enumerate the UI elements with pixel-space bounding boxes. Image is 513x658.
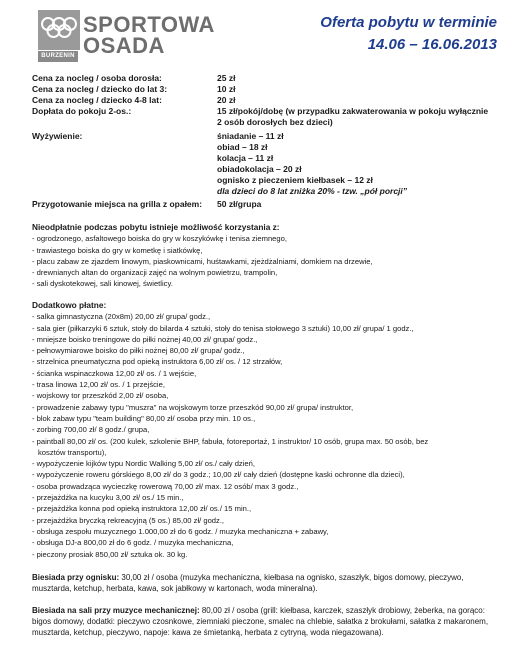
list-item: - wypożyczenie roweru górskiego 8,00 zł/ do 3 godz.; 10,00 zł/ cały dzień (dostępne kaski ochronne dla dzieci),	[32, 470, 405, 480]
offer-title-line1: Oferta pobytu w terminie	[320, 14, 497, 31]
meals-list	[217, 131, 502, 197]
grill-value: 50 zł/grupa	[217, 199, 262, 209]
price-label: Cena za nocleg / dziecko do lat 3:	[32, 84, 168, 94]
bonfire-party	[32, 572, 502, 594]
meal-item: kolacja – 11 zł	[217, 153, 274, 163]
price-label: Cena za nocleg / dziecko 4-8 lat:	[32, 95, 162, 105]
olympic-rings-icon	[38, 10, 80, 50]
bonfire-party-text: 30,00 zł / osoba (muzyka mechaniczna, kiełbasa na ognisko, szaszłyk, bigos domowy, pieczywo, musztarda, ketchup, herbata, kawa, sok jabłkowy w kartonach, woda mineralna).	[32, 573, 464, 593]
meal-item: obiadokolacja – 20 zł	[217, 164, 302, 174]
price-row	[32, 73, 502, 84]
list-item: - blok zabaw typu "team building" 80,00 zł/ osoba przy min. 10 os.,	[32, 413, 256, 423]
price-value: 10 zł	[217, 84, 236, 94]
logo-brand-line2: OSADA	[83, 33, 165, 58]
list-item: - trasa linowa 12,00 zł/ os. / 1 przejście,	[32, 380, 165, 390]
meals-label: Wyżywienie:	[32, 131, 83, 141]
list-item: - trawiastego boiska do gry w kometkę i siatkówkę,	[32, 245, 203, 255]
offer-dates: 14.06 – 16.06.2013	[367, 36, 497, 53]
offer-title	[320, 12, 497, 56]
grill-row	[32, 199, 502, 210]
hall-party-text: 80,00 zł / osoba (grill: kiełbasa, karczek, szaszłyk drobiowy, żeberka, na gorąco: bigos domowy, dodatki: pieczywo czosnkowe, ziemniaki pieczone, smalec na chlebie, sałatka z brokułami, sałatka z makaronem, musztarda, ketchup, pieczywo, napoje: kawa ze śmietanką, herbata z cytryną, woda niegazowana).	[32, 606, 489, 637]
list-item: - ścianka wspinaczkowa 12,00 zł/ os. / 1 wejście,	[32, 368, 197, 378]
meals-row	[32, 131, 502, 197]
hall-party	[32, 605, 502, 638]
bonfire-party-title: Biesiada przy ognisku:	[32, 573, 120, 582]
free-section	[32, 222, 502, 290]
list-item: - wypożyczenie kijków typu Nordic Walking 5,00 zł/ os./ cały dzień,	[32, 459, 255, 469]
meal-discount: dla dzieci do 8 lat zniżka 20% - tzw. „pół porcji”	[217, 186, 408, 196]
list-item: - drewnianych altan do organizacji zajęć na wolnym powietrzu, trampolin,	[32, 268, 278, 278]
price-row	[32, 106, 502, 128]
list-item: - mniejsze boisko treningowe do piłki nożnej 40,00 zł/ grupa/ godz.,	[32, 334, 258, 344]
list-item: - sali dyskotekowej, sali kinowej, świetlicy.	[32, 279, 173, 289]
price-value-line1: 15 zł/pokój/dobę (w przypadku zakwaterowania w pokoju wyłącznie	[217, 106, 489, 116]
hall-party-title: Biesiada na sali przy muzyce mechanicznej:	[32, 606, 200, 615]
list-item: - obsługa zespołu muzycznego 1.000,00 zł do 6 godz. / muzyka mechaniczna + zabawy,	[32, 526, 329, 536]
meal-item: obiad – 18 zł	[217, 142, 268, 152]
price-row	[32, 84, 502, 95]
list-item: - strzelnica pneumatyczna pod opieką instruktora 6,00 zł/ os. / 12 strzałów,	[32, 357, 283, 367]
free-section-heading: Nieodpłatnie podczas pobytu istnieje możliwość korzystania z:	[32, 222, 280, 232]
meal-item: ognisko z pieczeniem kiełbasek – 12 zł	[217, 175, 373, 185]
logo	[38, 10, 215, 62]
list-item: - pełnowymiarowe boisko do piłki nożnej 80,00 zł/ grupa/ godz.,	[32, 346, 245, 356]
price-value: 25 zł	[217, 73, 236, 83]
grill-label: Przygotowanie miejsca na grilla z opałem:	[32, 199, 203, 209]
list-item: - prowadzenie zabawy typu "muszra" na wojskowym torze przeszkód 90,00 zł/ grupa/ instruktor,	[32, 402, 354, 412]
price-label: Dopłata do pokoju 2-os.:	[32, 106, 132, 116]
header	[0, 0, 513, 72]
list-item: - przejażdżka konna pod opieką instruktora 12,00 zł/ os./ 15 min.,	[32, 504, 252, 514]
list-item: - paintball 80,00 zł/ os. (200 kulek, szkolenie BHP, fabuła, fotoreportaż, 1 instruktor/ 10 osób, grupa max. 50 osób, bez	[32, 436, 429, 446]
list-item: - salka gimnastyczna (20x8m) 20,00 zł/ grupa/ godz.,	[32, 312, 211, 322]
list-item: - sala gier (piłkarzyki 6 sztuk, stoły do bilarda 4 sztuki, stoły do tenisa stołowego 3 sztuki) 10,00 zł/ grupa/ 1 godz.,	[32, 323, 414, 333]
paid-section-heading: Dodatkowo płatne:	[32, 300, 107, 310]
price-value: 20 zł	[217, 95, 236, 105]
price-list	[32, 73, 502, 210]
list-item: - przejażdżka na kucyku 3,00 zł/ os./ 15 min.,	[32, 493, 184, 503]
logo-town: BURZENIN	[38, 51, 78, 62]
list-item: kosztów transportu),	[38, 447, 107, 457]
price-row	[32, 95, 502, 106]
list-item: - pieczony prosiak 850,00 zł/ sztuka ok. 30 kg.	[32, 549, 188, 559]
price-value-line2: 2 osób dorosłych bez dzieci)	[217, 117, 333, 127]
list-item: - przejażdżka bryczką rekreacyjną (5 os.) 85,00 zł/ godz.,	[32, 515, 225, 525]
list-item: - zorbing 700,00 zł/ 8 godz./ grupa,	[32, 425, 150, 435]
logo-brand-line1: SPORTOWA	[83, 12, 215, 37]
list-item: - osoba prowadząca wycieczkę rowerową 70,00 zł/ max. 12 osób/ max 3 godz.,	[32, 481, 299, 491]
list-item: - wojskowy tor przeszkód 2,00 zł/ osoba,	[32, 391, 169, 401]
price-value	[217, 106, 502, 128]
list-item: - obsługa DJ-a 800,00 zł do 6 godz. / muzyka mechaniczna,	[32, 538, 234, 548]
list-item: - placu zabaw ze zjazdem linowym, piaskownicami, huśtawkami, zjeżdżalniami, domkiem na drzewie,	[32, 256, 373, 266]
paid-section	[32, 300, 502, 560]
list-item: - ogrodzonego, asfaltowego boiska do gry w koszykówkę i tenisa ziemnego,	[32, 234, 287, 244]
meal-item: śniadanie – 11 zł	[217, 131, 284, 141]
price-label: Cena za nocleg / osoba dorosła:	[32, 73, 162, 83]
